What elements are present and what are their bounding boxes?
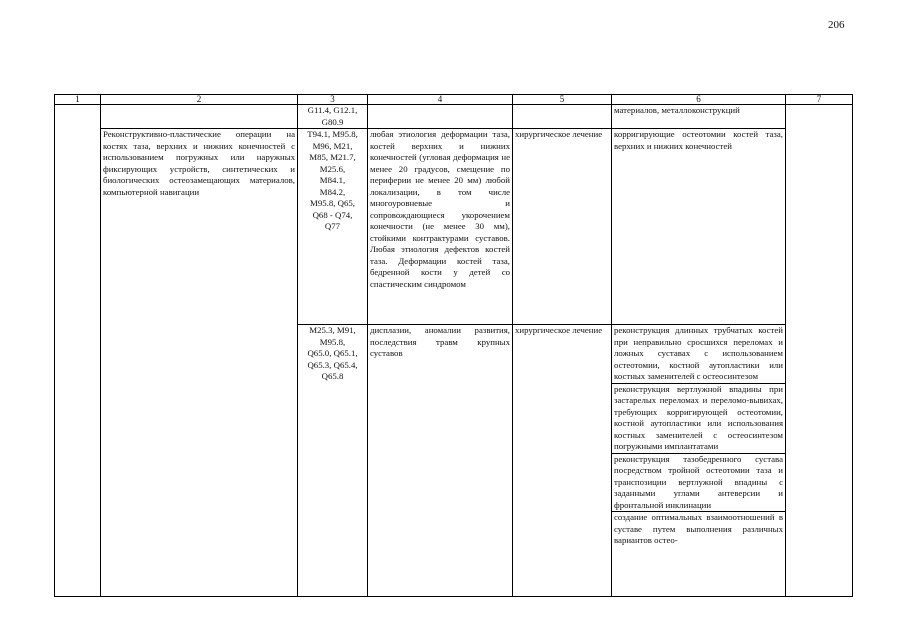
cell-cost xyxy=(786,105,853,597)
icd-code-line: M85, M21.7, xyxy=(309,152,356,162)
cell-treatment-type xyxy=(513,105,612,129)
cell-method-list xyxy=(612,325,786,597)
method-item: создание оптимальных взаимоотношений в суставе путем выполнения различных вариантов остео- xyxy=(614,512,783,545)
cell-patient-model: любая этиология деформации таза, костей верхних и нижних конечностей (угловая деформация не менее 20 градусов, смещение по периферии не менее 20 мм) любой локализации, в том числе многоуровневые и сопровождающиеся укорочением конечности (не менее 30 мм), стойкими контрактурами суставов. Любая этиология дефектов костей таза. Деформации костей таза, бедренной кости у детей со спастическим синдромом xyxy=(368,129,513,325)
column-header-1: 1 xyxy=(55,95,101,105)
cell-treatment-type: хирургическое лечение xyxy=(513,129,612,325)
icd-code-line: Q68 - Q74, xyxy=(312,209,353,220)
method-item: реконструкция тазобедренного сустава посредством тройной остеотомии таза и транспозиции вертлужной впадины с заданными углами антеверсии и фронтальной инклинации xyxy=(612,454,785,513)
table-row xyxy=(55,129,853,325)
medical-procedures-table xyxy=(54,94,853,597)
icd-code-line: M96, M21, xyxy=(312,140,353,151)
icd-code-line: Q77 xyxy=(324,221,341,231)
table-row-continuation xyxy=(55,105,853,129)
column-header-5: 5 xyxy=(513,95,612,105)
icd-code-line: M25.6, xyxy=(319,163,346,174)
cell-method: корригирующие остеотомии костей таза, верхних и нижних конечностей xyxy=(612,129,786,325)
icd-code-line: G11.4, G12.1, xyxy=(307,105,358,115)
header-row xyxy=(55,95,853,105)
icd-code-line: M84.2, xyxy=(319,186,346,197)
column-header-2: 2 xyxy=(101,95,298,105)
cell-patient-model: дисплазии, аномалии развития, последствия травм крупных суставов xyxy=(368,325,513,597)
cell-icd-codes xyxy=(298,325,368,597)
icd-code-line: G80.9 xyxy=(321,116,344,127)
cell-procedure-group: Реконструктивно-пластические операции на костях таза, верхних и нижних конечностей с использованием погружных или наружных фиксирующих устройств, синтетических и биологических остеозамещающих материалов, компьютерной навигации xyxy=(101,129,298,597)
cell-icd-codes xyxy=(298,105,368,129)
icd-code-line: M25.3, M91, xyxy=(309,325,356,335)
cell-group-empty xyxy=(101,105,298,129)
cell-icd-codes xyxy=(298,129,368,325)
cell-treatment-type: хирургическое лечение xyxy=(513,325,612,597)
column-header-6: 6 xyxy=(612,95,786,105)
cell-patient-model xyxy=(368,105,513,129)
icd-code-line: M84.1, xyxy=(319,175,346,185)
column-header-7: 7 xyxy=(786,95,853,105)
column-header-3: 3 xyxy=(298,95,368,105)
method-item: реконструкция вертлужной впадины при застарелых переломах и переломо-вывихах, требующих корригирующей остеотомии, костной аутопластики или использования костных заменителей с остеосинтезом погружными имплантатами xyxy=(612,384,785,454)
icd-code-line: T94.1, M95.8, xyxy=(307,129,358,139)
icd-code-line: M95.8, Q65, xyxy=(310,198,355,208)
cell-number xyxy=(55,105,101,597)
page-number: 206 xyxy=(828,19,845,31)
icd-code-line: Q65.3, Q65.4, xyxy=(307,359,358,370)
icd-code-line: Q65.0, Q65.1, xyxy=(307,348,358,358)
column-header-4: 4 xyxy=(368,95,513,105)
cell-method: материалов, металлоконструкций xyxy=(612,105,786,129)
icd-code-line: Q65.8 xyxy=(321,371,344,381)
method-item: реконструкция длинных трубчатых костей при неправильно сросшихся переломах и ложных суставах с использованием остеотомии, костной аутопластики или костных заменителей с остеосинтезом xyxy=(612,325,785,384)
icd-code-line: M95.8, xyxy=(319,336,346,347)
